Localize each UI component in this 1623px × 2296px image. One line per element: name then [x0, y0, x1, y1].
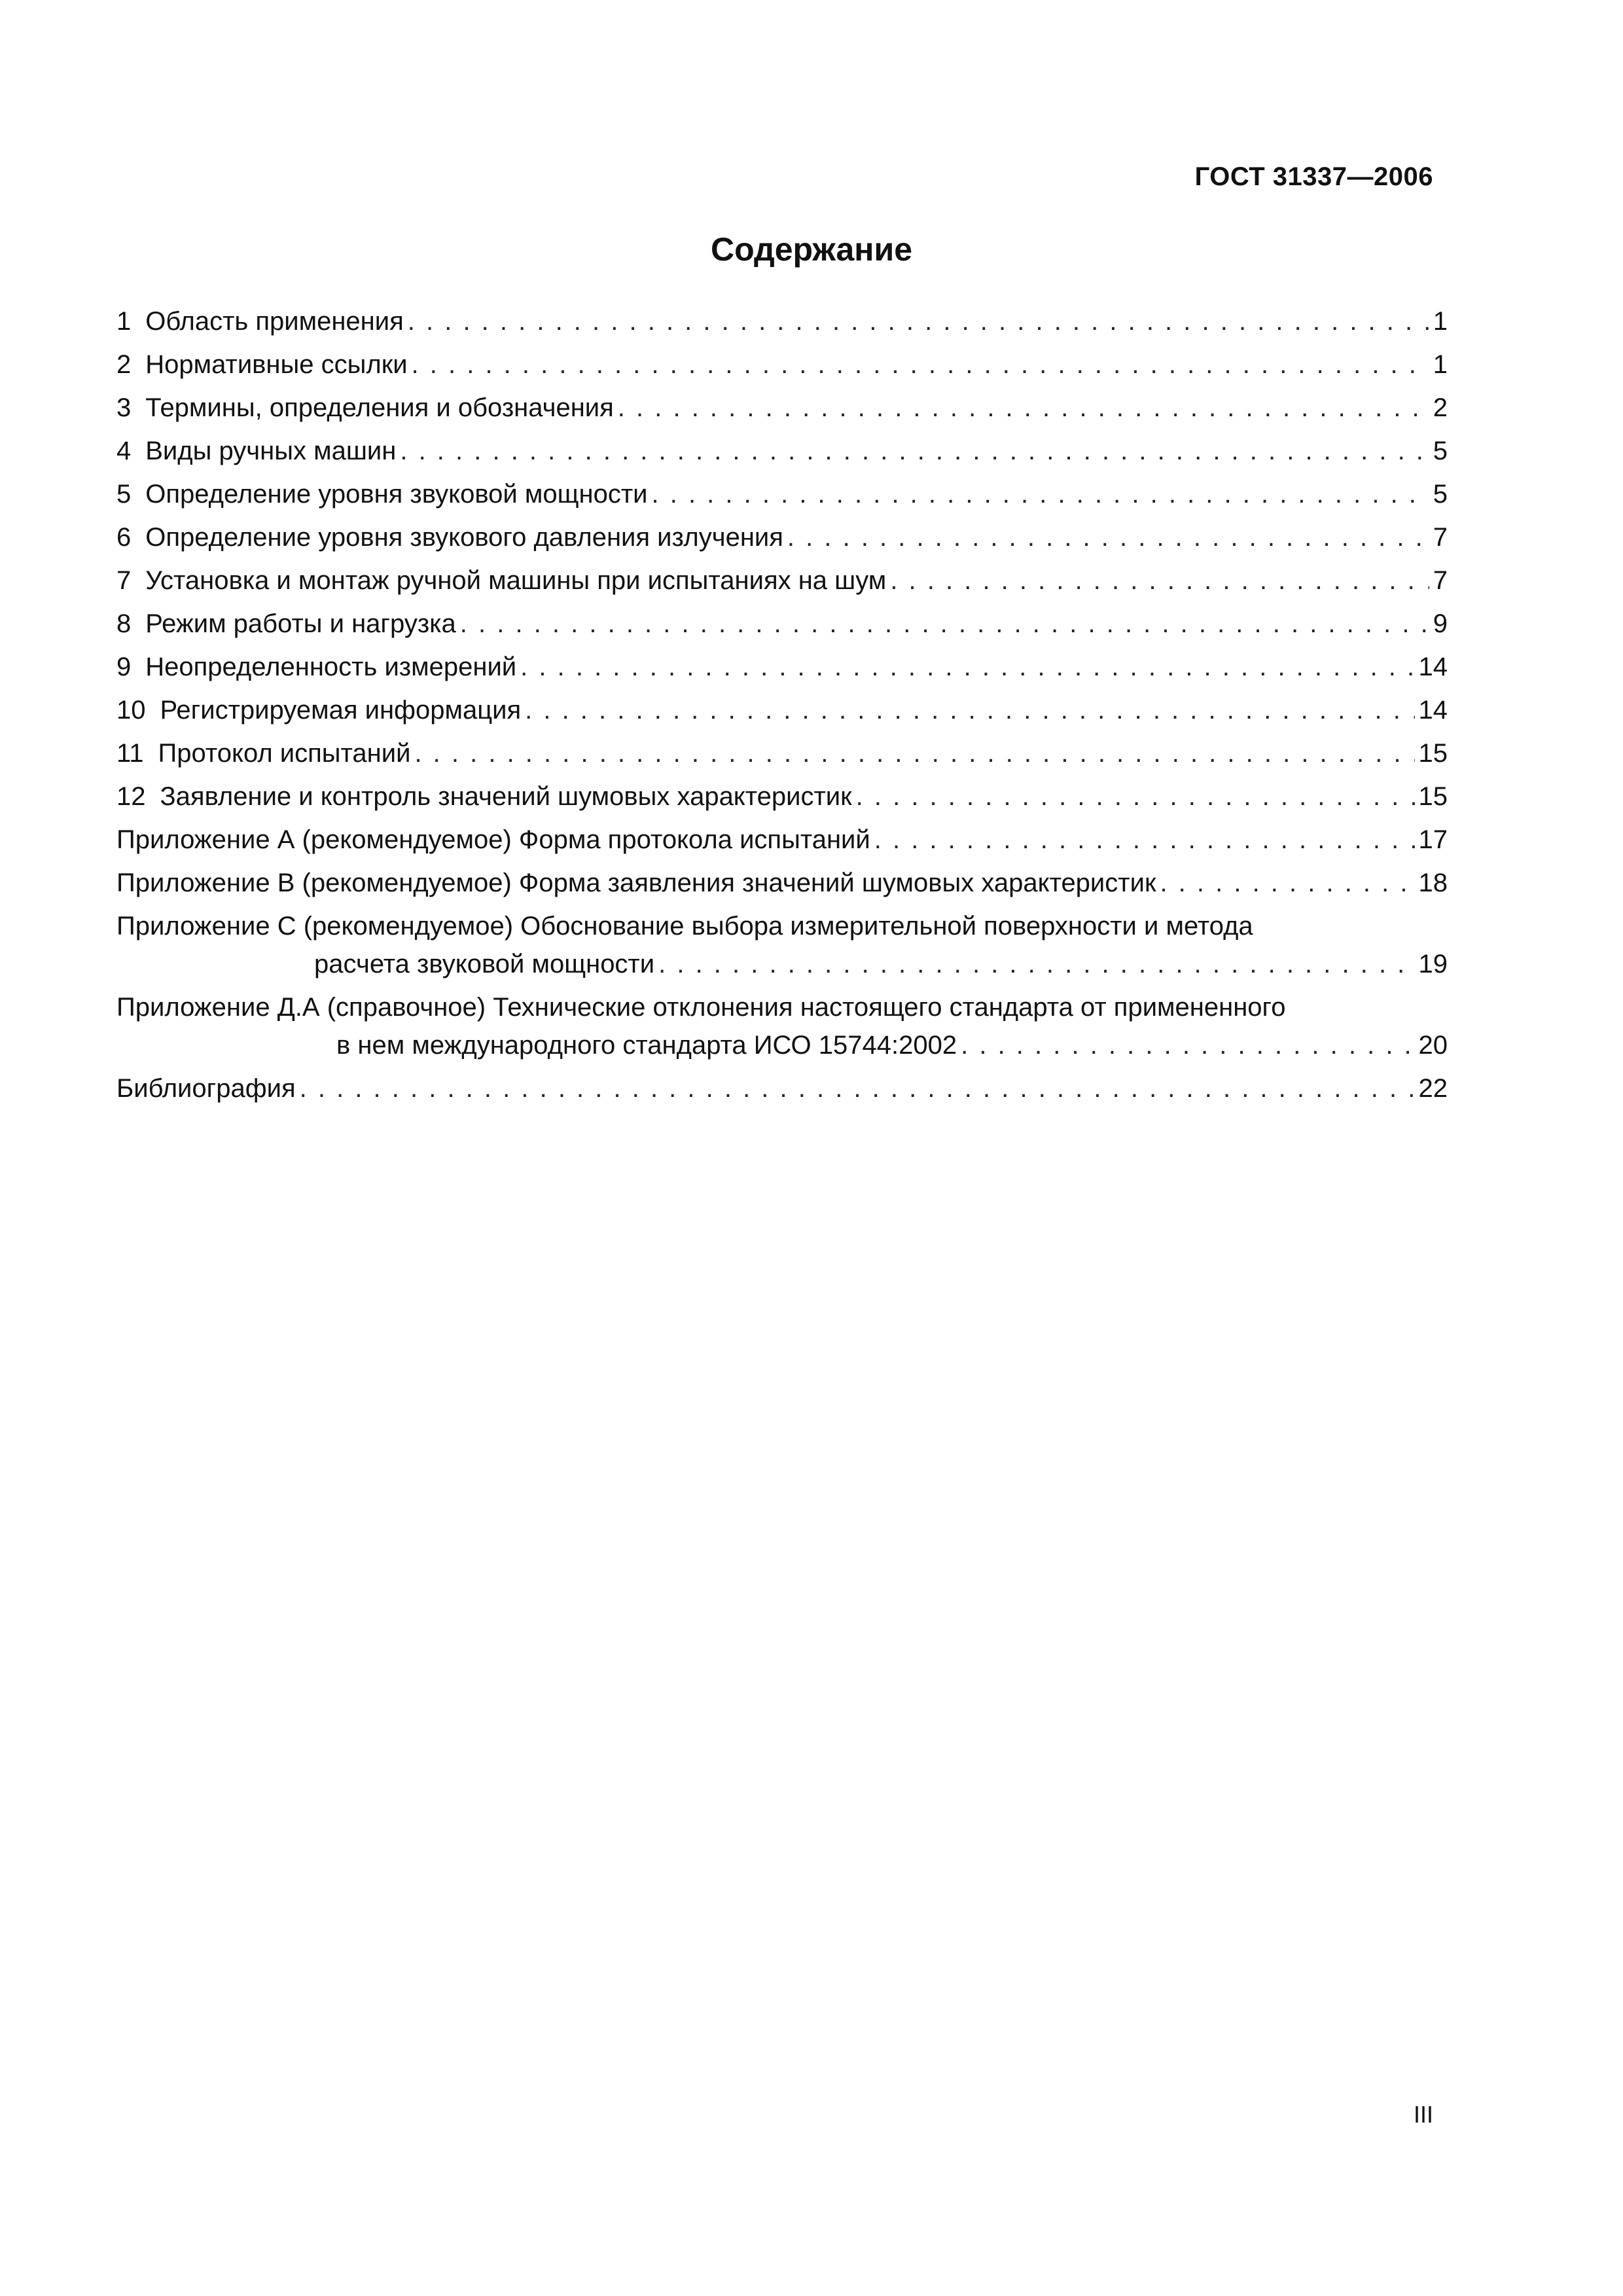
toc-entry-page: 5 — [1433, 480, 1448, 509]
toc-entry-label: Приложение Д.А (справочное) Технические отклонения настоящего стандарта от примененного — [116, 993, 1286, 1022]
toc-entry-page: 18 — [1418, 869, 1448, 897]
toc-entry-number: 2 — [116, 350, 132, 379]
toc-entry-label-continued: в нем международного стандарта ИСО 15744:2002 — [336, 1031, 957, 1060]
toc-entry-appendix-da[interactable] — [116, 988, 1448, 1064]
toc-entry-label: Термины, определения и обозначения — [145, 393, 614, 422]
dot-leader — [412, 346, 1429, 384]
toc-entry-page: 17 — [1418, 825, 1448, 854]
toc-entry-label-continued: расчета звуковой мощности — [314, 950, 655, 978]
toc-entry-number: 4 — [116, 437, 132, 465]
toc-entry-label: Виды ручных машин — [145, 437, 397, 465]
toc-entry-number: 7 — [116, 566, 132, 595]
toc-entry-label: Заявление и контроль значений шумовых характеристик — [160, 782, 852, 811]
toc-entry-appendix-a[interactable] — [116, 821, 1448, 859]
dot-leader — [414, 734, 1414, 772]
toc-entry-label: Определение уровня звукового давления излучения — [145, 523, 783, 552]
document-code: ГОСТ 31337—2006 — [1194, 162, 1433, 191]
toc-entry-page: 1 — [1433, 307, 1448, 336]
toc-entry-label: Регистрируемая информация — [160, 696, 522, 725]
toc-entry-number: 9 — [116, 653, 132, 681]
toc-entry-page: 19 — [1418, 950, 1448, 978]
dot-leader — [1160, 864, 1414, 902]
toc-entry-page: 9 — [1433, 609, 1448, 638]
toc-entry[interactable] — [116, 389, 1448, 427]
toc-entry-page: 14 — [1418, 696, 1448, 725]
dot-leader — [520, 648, 1414, 686]
toc-entry-appendix-b[interactable] — [116, 864, 1448, 902]
toc-entry-page: 15 — [1418, 782, 1448, 811]
dot-leader — [856, 778, 1415, 816]
toc-entry-number: 1 — [116, 307, 132, 336]
toc-title: Содержание — [710, 231, 913, 268]
toc-entry-appendix-c[interactable] — [116, 907, 1448, 983]
toc-entry-page: 2 — [1433, 393, 1448, 422]
dot-leader — [400, 432, 1429, 470]
toc-entry[interactable] — [116, 518, 1448, 556]
toc-entry[interactable] — [116, 778, 1448, 816]
toc-entry[interactable] — [116, 432, 1448, 470]
toc-entry[interactable] — [116, 562, 1448, 600]
toc-entry-number: 8 — [116, 609, 132, 638]
toc-entry-number: 12 — [116, 782, 146, 811]
toc-entry-page: 1 — [1433, 350, 1448, 379]
toc-entry-label: Приложение С (рекомендуемое) Обоснование выбора измерительной поверхности и метода — [116, 912, 1253, 941]
page-number: III — [1413, 2101, 1433, 2128]
toc-entry-label: Установка и монтаж ручной машины при испытаниях на шум — [145, 566, 887, 595]
toc-entry-label: Неопределенность измерений — [145, 653, 517, 681]
toc-entry[interactable] — [116, 605, 1448, 643]
dot-leader — [300, 1069, 1415, 1107]
toc-entry[interactable] — [116, 346, 1448, 384]
toc-entry-number: 11 — [116, 739, 144, 768]
toc-entry-page: 15 — [1418, 739, 1448, 768]
toc-entry-label: Приложение А (рекомендуемое) Форма протокола испытаний — [116, 825, 870, 854]
toc-entry-number: 5 — [116, 480, 132, 509]
toc-entry[interactable] — [116, 302, 1448, 340]
toc-entry-page: 14 — [1418, 653, 1448, 681]
dot-leader — [890, 562, 1429, 600]
toc-entry-bibliography[interactable] — [116, 1069, 1448, 1107]
table-of-contents — [116, 302, 1448, 1113]
dot-leader — [658, 945, 1414, 983]
dot-leader — [961, 1026, 1414, 1064]
toc-entry[interactable] — [116, 734, 1448, 772]
dot-leader — [408, 302, 1429, 340]
toc-entry-page: 7 — [1433, 523, 1448, 552]
dot-leader — [618, 389, 1429, 427]
toc-entry-number: 6 — [116, 523, 132, 552]
toc-entry[interactable] — [116, 475, 1448, 513]
toc-entry-number: 10 — [116, 696, 146, 725]
toc-entry-label: Библиография — [116, 1074, 296, 1103]
toc-entry-page: 20 — [1418, 1031, 1448, 1060]
dot-leader — [874, 821, 1415, 859]
toc-entry-page: 5 — [1433, 437, 1448, 465]
dot-leader — [525, 691, 1414, 729]
toc-entry[interactable] — [116, 648, 1448, 686]
toc-entry-label: Нормативные ссылки — [145, 350, 408, 379]
toc-entry-label: Протокол испытаний — [158, 739, 411, 768]
toc-entry-page: 7 — [1433, 566, 1448, 595]
toc-entry-label: Область применения — [145, 307, 404, 336]
toc-entry-label: Определение уровня звуковой мощности — [145, 480, 648, 509]
toc-entry[interactable] — [116, 691, 1448, 729]
toc-entry-page: 22 — [1418, 1074, 1448, 1103]
toc-entry-label: Приложение В (рекомендуемое) Форма заявления значений шумовых характеристик — [116, 869, 1156, 897]
toc-entry-number: 3 — [116, 393, 132, 422]
dot-leader — [652, 475, 1429, 513]
dot-leader — [787, 518, 1429, 556]
dot-leader — [460, 605, 1429, 643]
toc-entry-label: Режим работы и нагрузка — [145, 609, 456, 638]
